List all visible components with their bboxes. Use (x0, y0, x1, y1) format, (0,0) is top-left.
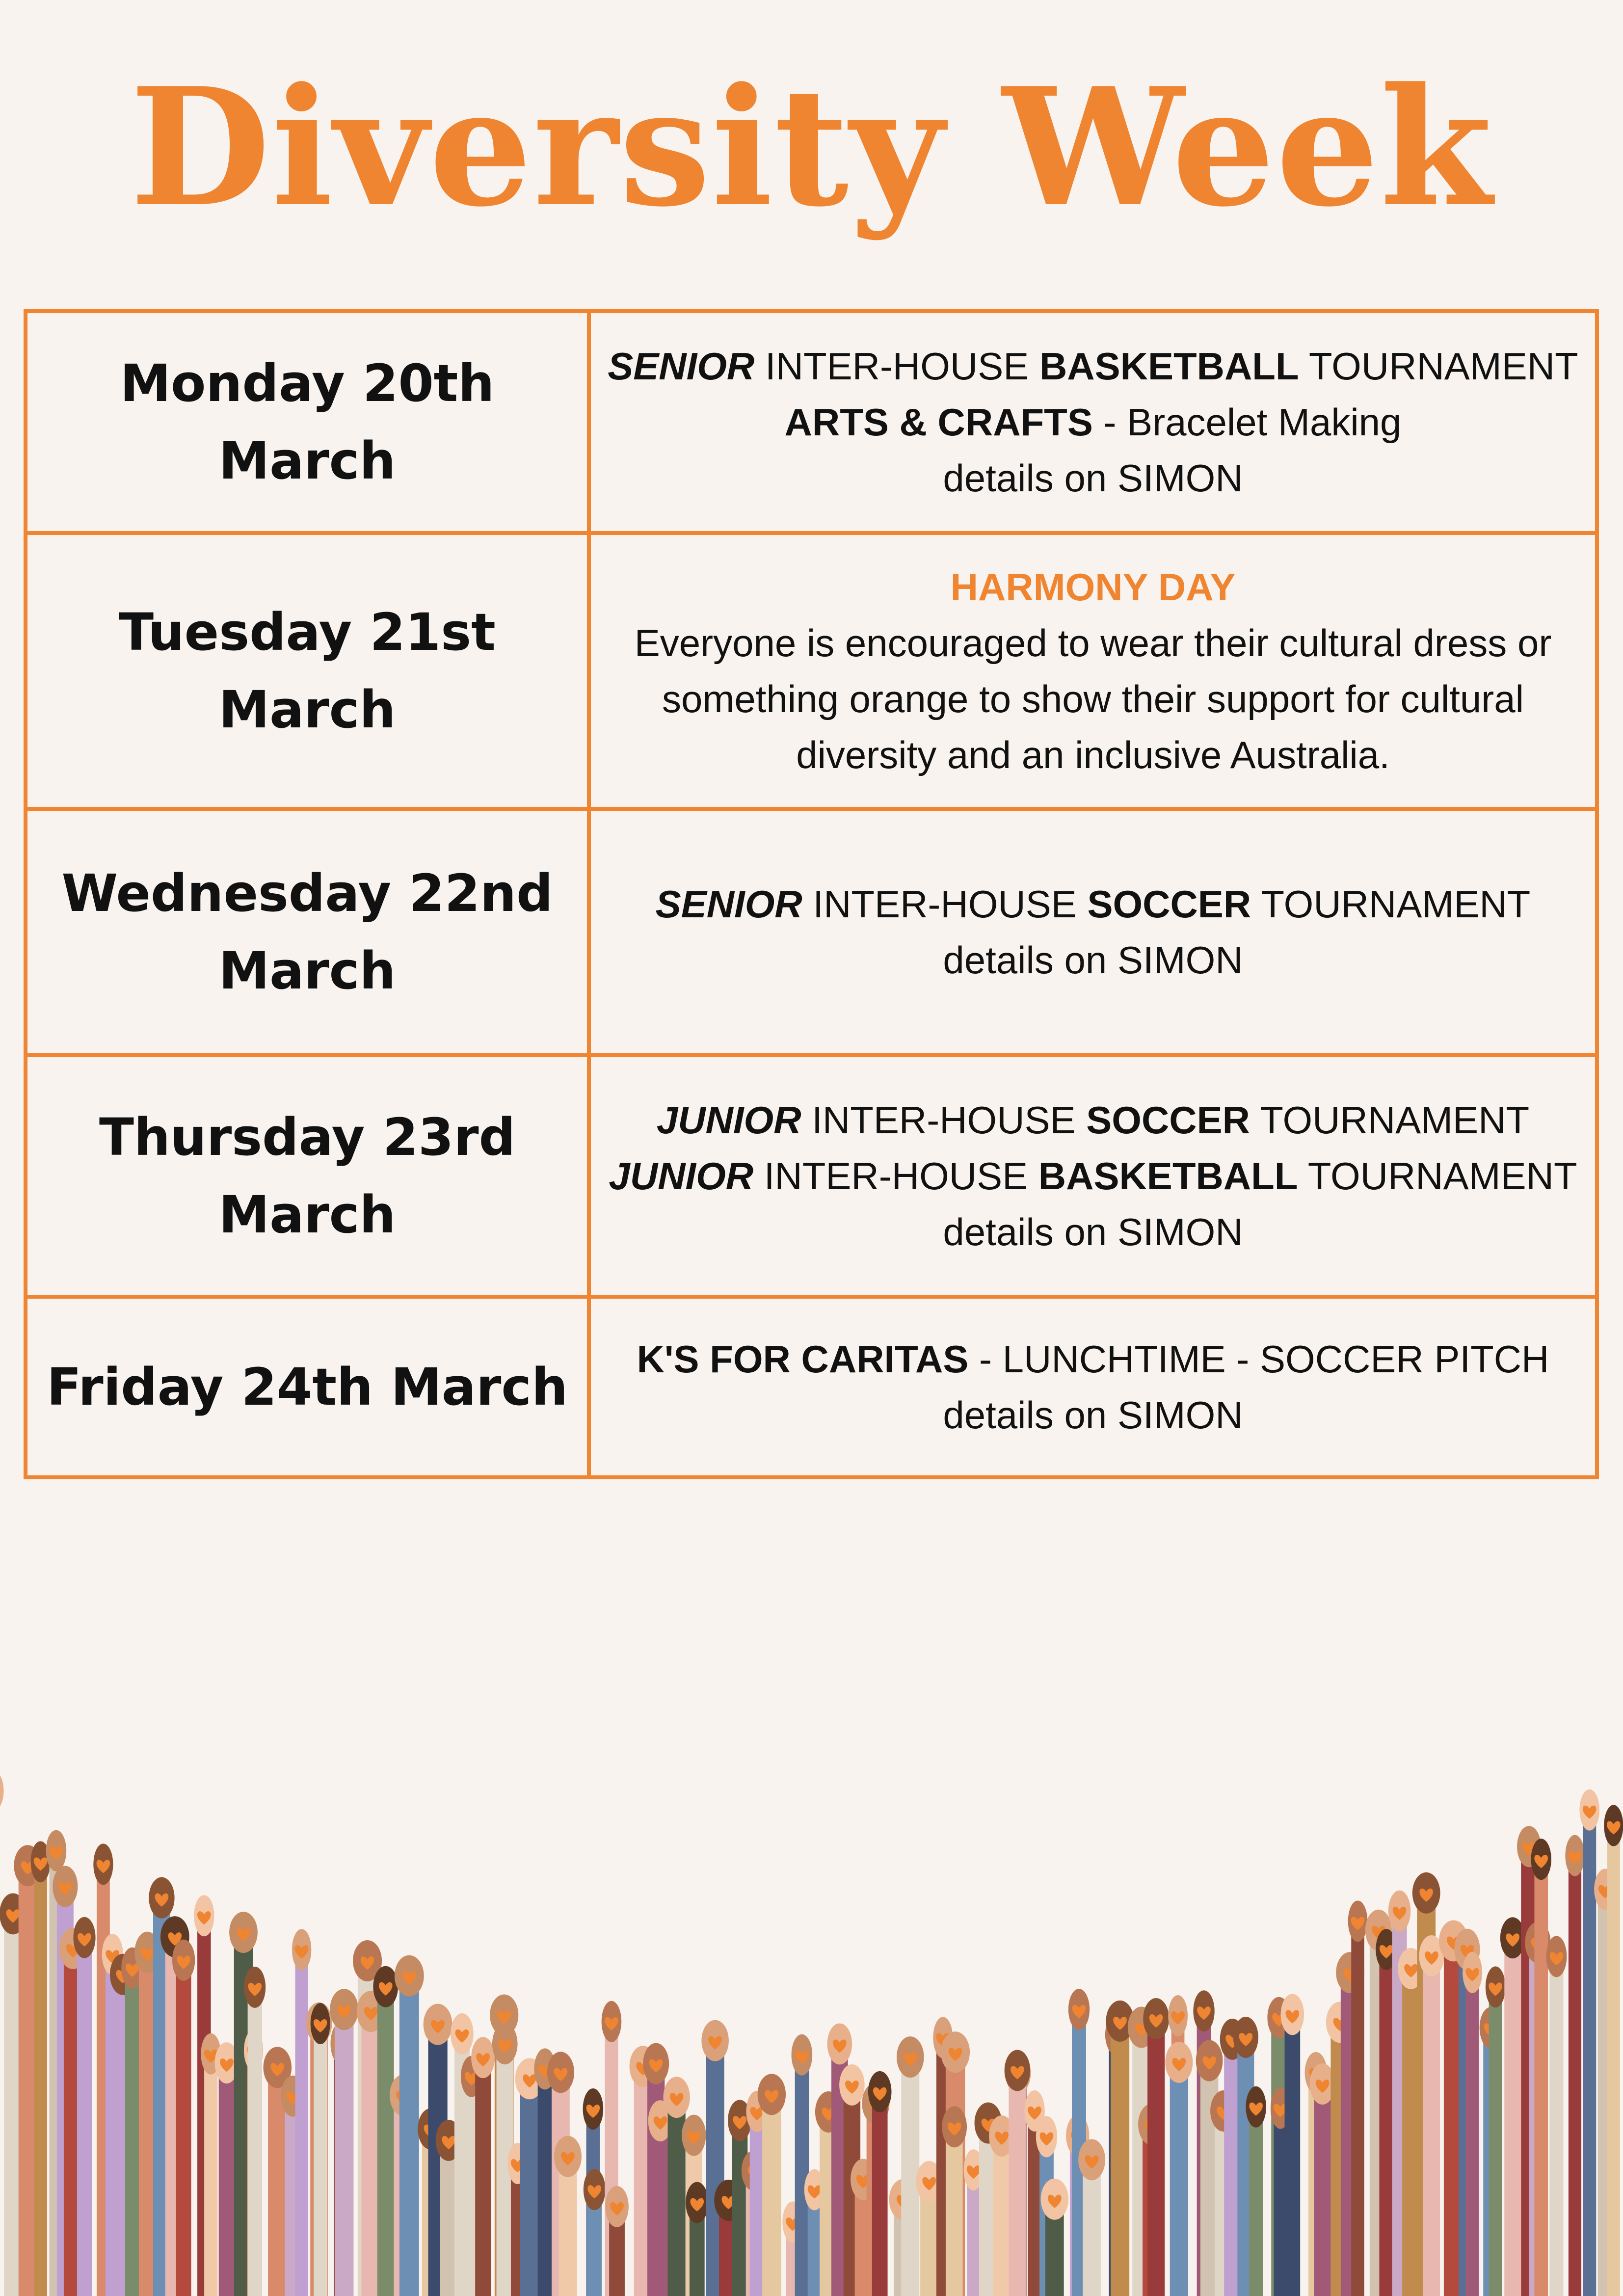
events-cell-friday (589, 1297, 1597, 1477)
day-cell-wednesday: Wednesday 22nd March (26, 809, 589, 1055)
details-line: details on SIMON (943, 1393, 1243, 1437)
events-cell-tuesday (589, 533, 1597, 809)
event-line: K'S FOR CARITAS - LUNCHTIME - SOCCER PITCH (637, 1337, 1549, 1381)
table-row (26, 809, 1597, 1055)
event-line: ARTS & CRAFTS - Bracelet Making (784, 400, 1402, 444)
day-cell-friday: Friday 24th March (26, 1297, 589, 1477)
day-cell-monday: Monday 20th March (26, 311, 589, 533)
day-cell-tuesday: Tuesday 21st March (26, 533, 589, 809)
harmony-day-heading: HARMONY DAY (950, 565, 1236, 609)
table-row (26, 1297, 1597, 1477)
raised-hands-hearts-icon (0, 1492, 1623, 2296)
table-row (26, 311, 1597, 533)
event-line: SENIOR INTER-HOUSE BASKETBALL TOURNAMENT (608, 345, 1578, 388)
events-cell-thursday (589, 1055, 1597, 1297)
details-line: details on SIMON (943, 456, 1243, 500)
page-title: Diversity Week (130, 52, 1493, 242)
event-description: Everyone is encouraged to wear their cultural dress or something orange to show their support for cultural diversity and an inclusive Australia. (634, 621, 1552, 776)
events-cell-monday (589, 311, 1597, 533)
table-row (26, 1055, 1597, 1297)
event-line: SENIOR INTER-HOUSE SOCCER TOURNAMENT (655, 882, 1531, 926)
details-line: details on SIMON (943, 938, 1243, 982)
day-cell-thursday: Thursday 23rd March (26, 1055, 589, 1297)
event-line: JUNIOR INTER-HOUSE SOCCER TOURNAMENT (656, 1098, 1530, 1142)
table-row (26, 533, 1597, 809)
events-cell-wednesday (589, 809, 1597, 1055)
schedule-table (24, 309, 1599, 1479)
event-line: JUNIOR INTER-HOUSE BASKETBALL TOURNAMENT (609, 1154, 1577, 1198)
details-line: details on SIMON (943, 1210, 1243, 1254)
